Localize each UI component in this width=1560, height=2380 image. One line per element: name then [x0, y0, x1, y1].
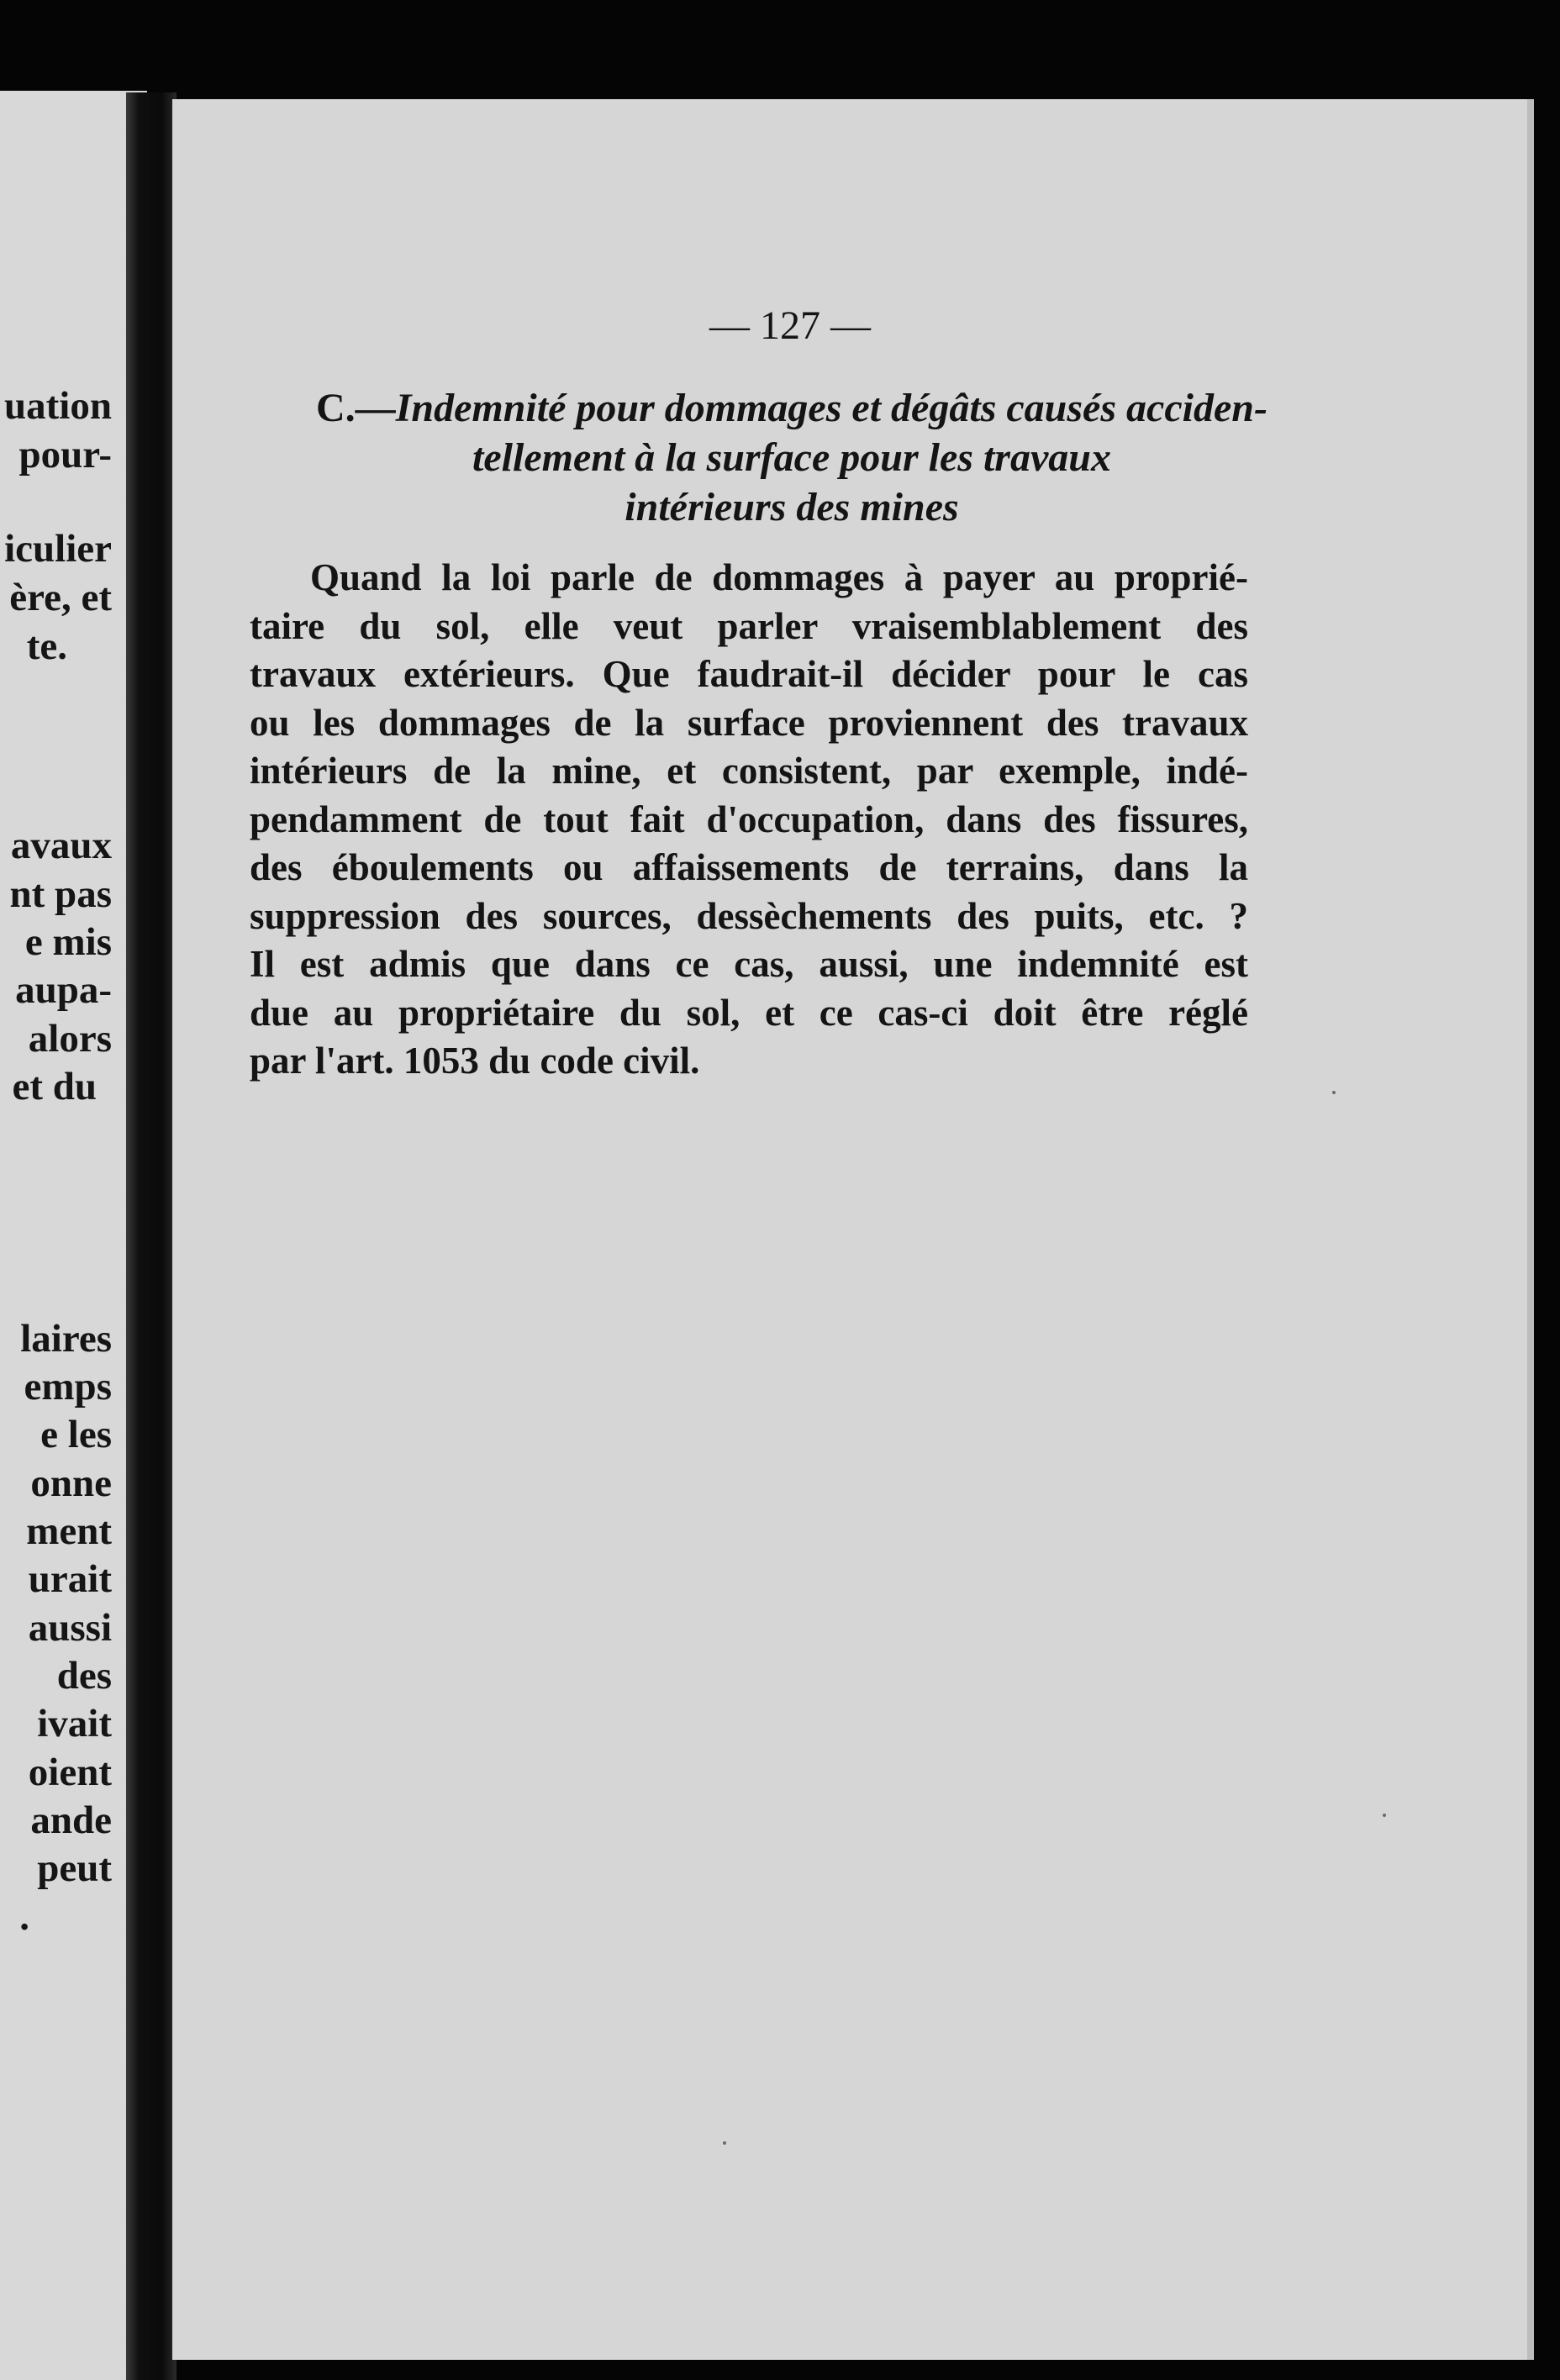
left-text-fragment: laires	[20, 1317, 112, 1361]
paragraph-line: pendamment de tout fait d'occupation, dans des fissures,	[250, 798, 1248, 840]
left-text-fragment: .	[19, 1895, 29, 1939]
left-text-fragment: onne	[30, 1461, 112, 1505]
left-text-fragment: ment	[26, 1509, 112, 1553]
left-text-fragment: pour-	[18, 433, 112, 477]
body-paragraph	[250, 554, 1248, 1086]
scan-speck	[723, 2141, 726, 2145]
left-text-fragment: oient	[28, 1751, 112, 1794]
left-text-fragment: e mis	[24, 920, 112, 964]
left-text-fragment: des	[56, 1654, 112, 1698]
heading-line: intérieurs des mines	[625, 485, 959, 529]
left-text-fragment: iculier	[4, 527, 112, 571]
heading-prefix: C.—	[316, 386, 396, 430]
heading-line: tellement à la surface pour les travaux	[472, 435, 1111, 480]
scan-speck	[1332, 1091, 1336, 1094]
paragraph-line: intérieurs de la mine, et consistent, par exemple, indé-	[250, 750, 1248, 792]
left-text-fragment: uation	[4, 384, 112, 428]
page-number: — 127 —	[709, 303, 871, 348]
paragraph-line: taire du sol, elle veut parler vraisemblablement des	[250, 604, 1248, 647]
left-text-fragment: alors	[28, 1017, 112, 1061]
paragraph-line: ou les dommages de la surface proviennent des travaux	[250, 701, 1248, 744]
right-page	[172, 99, 1534, 2360]
section-heading	[250, 383, 1334, 532]
left-text-fragment: urait	[28, 1557, 112, 1601]
left-text-fragment: e les	[40, 1413, 112, 1456]
left-text-fragment: avaux	[10, 824, 112, 867]
paragraph-line: Quand la loi parle de dommages à payer au proprié-	[310, 556, 1248, 598]
left-text-fragment: ivait	[37, 1702, 112, 1746]
heading-line-text: Indemnité pour dommages et dégâts causés acciden-	[395, 386, 1268, 430]
left-text-fragment: peut	[37, 1846, 112, 1890]
left-text-fragment: aussi	[28, 1606, 112, 1650]
left-text-fragment: nt pas	[9, 872, 112, 916]
paragraph-line: Il est admis que dans ce cas, aussi, une indemnité est	[250, 943, 1248, 985]
left-text-fragment: ande	[30, 1798, 112, 1842]
scan-speck	[1383, 1814, 1386, 1817]
paragraph-line: par l'art. 1053 du code civil.	[250, 1040, 700, 1082]
heading-line	[250, 383, 1334, 433]
paragraph-line: travaux extérieurs. Que faudrait-il décider pour le cas	[250, 653, 1248, 695]
paragraph-line: des éboulements ou affaissements de terrains, dans la	[250, 846, 1248, 888]
left-text-fragment: emps	[24, 1365, 112, 1409]
book-gutter-shadow	[126, 92, 177, 2380]
left-text-fragment: ère, et	[9, 576, 112, 619]
left-text-fragment: te.	[26, 624, 67, 668]
paragraph-line: suppression des sources, dessèchements des puits, etc. ?	[250, 894, 1248, 937]
left-page-fragment	[0, 91, 147, 2380]
paragraph-line: due au propriétaire du sol, et ce cas-ci doit être réglé	[250, 991, 1248, 1034]
left-text-fragment: aupa-	[15, 968, 112, 1012]
left-text-fragment: et du	[12, 1065, 97, 1108]
